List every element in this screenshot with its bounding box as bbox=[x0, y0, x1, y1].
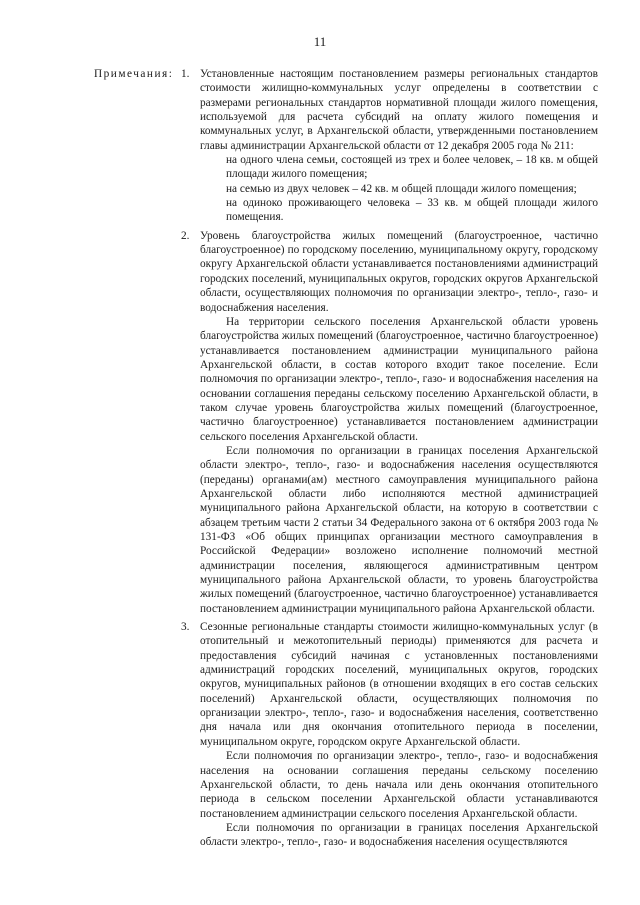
note-paragraph: Если полномочия по организации электро-, тепло-, газо- и водоснабжения населения на основании соглашения переданы сельскому поселению Архангельской области, то день начала или день окончания отопительного периода в сельском поселении Архангельской области устанавливаются постановлением администрации сельского поселения Архангельской области. bbox=[200, 750, 598, 820]
note-number: 1. bbox=[181, 68, 190, 80]
page-number: 11 bbox=[313, 34, 327, 49]
note-paragraph: Установленные настоящим постановлением размеры региональных стандартов стоимости жилищно-коммунальных услуг определены в соответствии с размерами региональных стандартов нормативной площади жилого помещения, используемой для расчета субсидий на оплату жилого помещения и коммунальных услуг, в Архангельской области, утвержденными постановлением главы администрации Архангельской области от 12 декабря 2005 года № 211: bbox=[200, 68, 598, 152]
note-paragraph: Уровень благоустройства жилых помещений (благоустроенное, частично благоустроенное) по городскому поселению, муниципальному округу, городскому округу Архангельской области устанавливается постановлениями администраций городских поселений, муниципальных округов, городских округов Архангельской области, осуществляющих полномочия по организации электро-, тепло-, газо- и водоснабжения населения. bbox=[200, 229, 598, 314]
note-number: 3. bbox=[181, 621, 190, 634]
note-paragraph: Если полномочия по организации в границах поселения Архангельской области электро-, тепло-, газо- и водоснабжения населения осуществляются (переданы) органами(ам) местного самоуправления муниципального района Архангельской области либо исполняются местной администрацией муниципального района Архангельской области, на которую в соответствии с абзацем третьим части 2 статьи 34 Федерального закона от 6 октября 2003 года № 131-ФЗ «Об общих принципах организации местного самоуправления в Российской Федерации» возложено исполнение полномочий местной администрации поселения, являющегося административным центром муниципального района Архангельской области, то уровень благоустройства жилых помещений (благоустроенное, частично благоустроенное) устанавливается постановлением администрации муниципального района Архангельской области. bbox=[200, 444, 598, 615]
note-number: 2. bbox=[181, 229, 190, 242]
notes-label: Примечания: bbox=[94, 68, 174, 80]
note-paragraph: Если полномочия по организации в границах поселения Архангельской области электро-, тепло-, газо- и водоснабжения населения осуществляются bbox=[200, 821, 598, 849]
note-item-3 bbox=[178, 620, 598, 850]
note-paragraph: Сезонные региональные стандарты стоимости жилищно-коммунальных услуг (в отопительный и межотопительный периоды) применяются для расчета и предоставления субсидий начиная с установленных постановлениями администраций городских поселений, муниципальных округов, городских округов, муниципальных районов (в отношении входящих в его состав сельских поселений) Архангельской области, осуществляющих полномочия по организации электро-, тепло-, газо- и водоснабжения населения, соответственно дня начала или дня окончания отопительного периода в поселении, муниципальном округе, городском округе Архангельской области. bbox=[200, 621, 598, 748]
note-item-2 bbox=[178, 229, 598, 616]
notes-list bbox=[178, 67, 598, 854]
note-paragraph: на одиноко проживающего человека – 33 кв. м общей площади жилого помещения. bbox=[226, 197, 598, 224]
note-item-1 bbox=[178, 67, 598, 225]
note-paragraph: На территории сельского поселения Архангельской области уровень благоустройства жилых помещений (благоустроенное, частично благоустроенное) устанавливается постановлением администрации муниципального района Архангельской области, в состав которого входит такое поселение. Если полномочия по организации электро-, тепло-, газо- и водоснабжения населения на основании соглашения переданы сельскому поселению Архангельской области, в таком случае уровень благоустройства жилых помещений (благоустроенное, частично благоустроенное) устанавливается постановлением администрации сельского поселения Архангельской области. bbox=[200, 315, 598, 443]
note-paragraph: на одного члена семьи, состоящей из трех и более человек, – 18 кв. м общей площади жилого помещения; bbox=[226, 154, 598, 181]
note-paragraph: на семью из двух человек – 42 кв. м общей площади жилого помещения; bbox=[226, 182, 577, 195]
